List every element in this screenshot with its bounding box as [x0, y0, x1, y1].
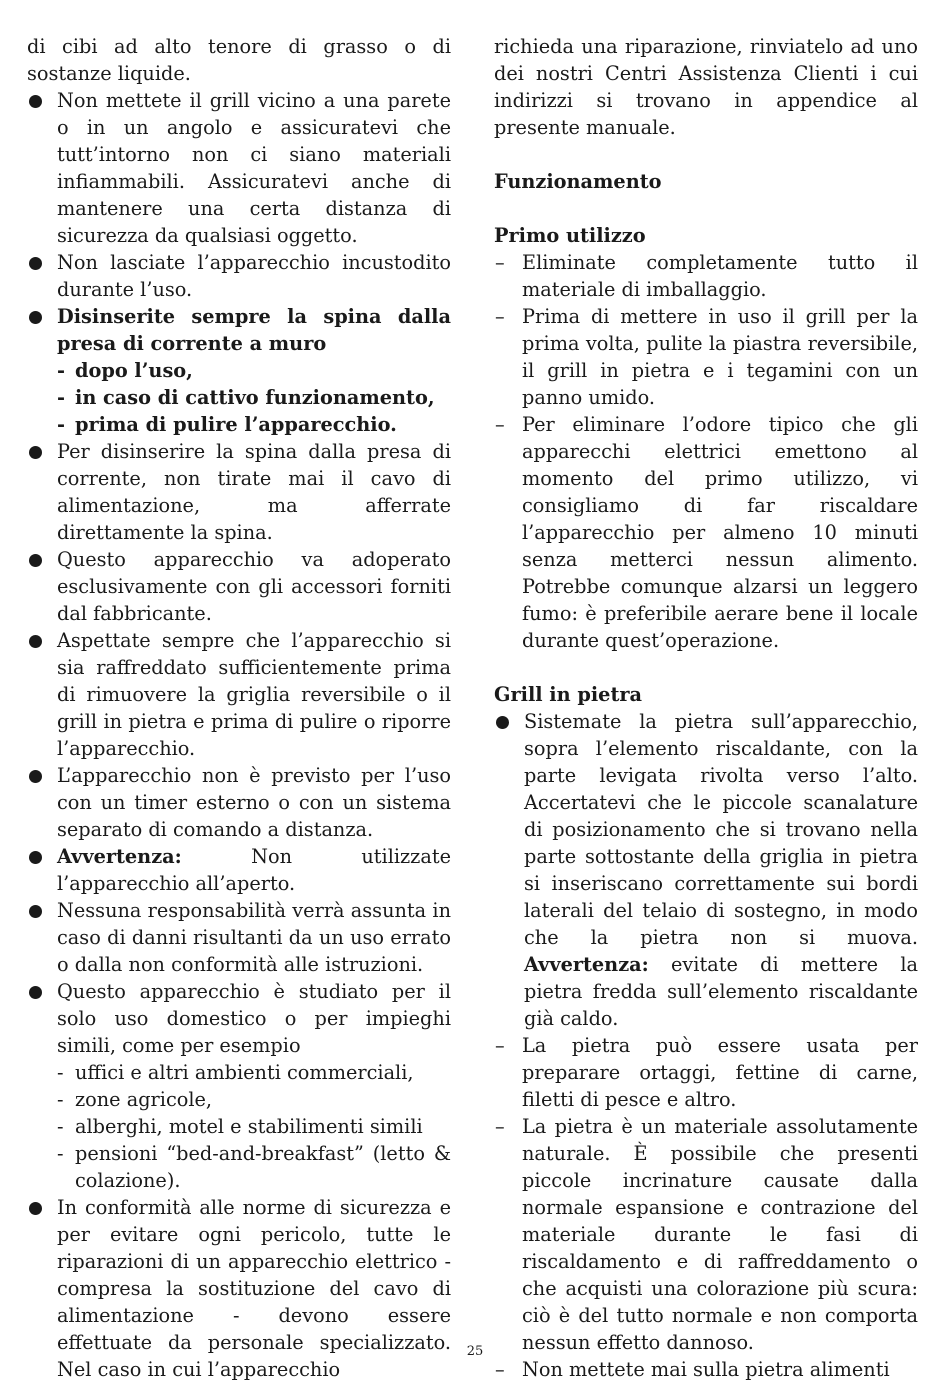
sub-list-item: - pensioni “bed-and-breakfast” (letto & colazione).	[57, 1142, 451, 1192]
dash-text: Non mettete mai sulla pietra alimenti	[522, 1358, 890, 1381]
bullet-item	[27, 762, 451, 843]
subsection-heading: Primo utilizzo	[494, 224, 646, 247]
bullet-dot-icon	[29, 986, 42, 999]
warning-label: Avvertenza:	[57, 845, 182, 868]
continued-text: di cibi ad alto tenore di grasso o di sostanze liquide.	[27, 35, 451, 85]
sub-list-text: dopo l’uso,	[75, 359, 193, 382]
bullet-dot-icon	[29, 257, 42, 270]
dash-item: – Prima di mettere in uso il grill per la prima volta, pulite la piastra reversibile, il grill in pietra e i tegamini con un panno umido.	[495, 305, 918, 409]
sub-list-text: uffici e altri ambienti commerciali,	[75, 1061, 414, 1084]
bullet-item	[494, 708, 918, 1032]
bullet-text: Per disinserire la spina dalla presa di corrente, non tirate mai il cavo di alimentazione, ma afferrate direttamente la spina.	[57, 440, 451, 544]
sub-list-item: - in caso di cattivo funzionamento,	[57, 386, 435, 409]
bullet-text: Nessuna responsabilità verrà assunta in caso di danni risultanti da un uso errato o dalla non conformità alle istruzioni.	[57, 899, 451, 976]
bullet-text: Questo apparecchio è studiato per il solo uso domestico o per impieghi simili, come per esempio	[57, 980, 451, 1057]
dash-item: – La pietra può essere usata per preparare ortaggi, fettine di carne, filetti di pesce e altro.	[495, 1034, 918, 1111]
bullet-item	[27, 438, 451, 546]
sub-list-text: alberghi, motel e stabilimenti simili	[75, 1115, 423, 1138]
sub-list-item: - alberghi, motel e stabilimenti simili	[57, 1115, 423, 1138]
bullet-item	[27, 843, 451, 897]
subsection-heading: Grill in pietra	[494, 683, 642, 706]
bullet-text: Disinserite sempre la spina dalla presa di corrente a muro	[57, 305, 451, 355]
bullet-dot-icon	[29, 311, 42, 324]
bullet-dot-icon	[29, 95, 42, 108]
bullet-dot-icon	[29, 770, 42, 783]
bullet-dot-icon	[29, 635, 42, 648]
bullet-dot-icon	[29, 905, 42, 918]
bullet-dot-icon	[29, 554, 42, 567]
bullet-item	[27, 303, 451, 357]
bullet-item	[27, 87, 451, 249]
dash-text: La pietra è un materiale assolutamente naturale. È possibile che presenti piccole incrinature causate dalla normale espansione e contrazione del materiale durante le fasi di riscaldamento e di raffreddamento o che acquisti una colorazione più scura: ciò è del tutto normale e non comporta nessun effetto dannoso.	[522, 1115, 918, 1354]
bullet-item	[27, 627, 451, 762]
page-number: 25	[466, 1344, 484, 1359]
dash-item: – Eliminate completamente tutto il materiale di imballaggio.	[495, 251, 918, 301]
dash-text: Prima di mettere in uso il grill per la prima volta, pulite la piastra reversibile, il grill in pietra e i tegamini con un panno umido.	[522, 305, 918, 409]
sub-list-text: zone agricole,	[75, 1088, 213, 1111]
section-heading: Funzionamento	[494, 170, 662, 193]
bullet-item	[27, 978, 451, 1059]
sub-list-item: - prima di pulire l’apparecchio.	[57, 413, 397, 436]
bullet-text: Non lasciate l’apparecchio incustodito durante l’uso.	[57, 251, 451, 301]
sub-list-item: - uffici e altri ambienti commerciali,	[57, 1061, 414, 1084]
sub-list-text: prima di pulire l’apparecchio.	[75, 413, 397, 436]
bullet-dot-icon	[29, 446, 42, 459]
warning-label: Avvertenza:	[524, 953, 649, 976]
dash-text: Per eliminare l’odore tipico che gli apparecchi elettrici emettono al momento del primo utilizzo, vi consigliamo di far riscaldare l’apparecchio per almeno 10 minuti senza metterci nessun alimento. Potrebbe comunque alzarsi un leggero fumo: è preferibile aerare bene il locale durante quest’operazione.	[522, 413, 918, 652]
bullet-text: Aspettate sempre che l’apparecchio si sia raffreddato sufficientemente prima di rimuovere la griglia reversibile o il grill in pietra e prima di pulire o riporre l’apparecchio.	[57, 629, 451, 760]
dash-item: – La pietra è un materiale assolutamente naturale. È possibile che presenti piccole incrinature causate dalla normale espansione e contrazione del materiale durante le fasi di riscaldamento e di raffreddamento o che acquisti una colorazione più scura: ciò è del tutto normale e non comporta nessun effetto dannoso.	[495, 1115, 918, 1354]
bullet-text: Non utilizzate l’apparecchio all’aperto.	[57, 845, 451, 895]
right-column	[494, 33, 918, 1383]
dash-text: Eliminate completamente tutto il materiale di imballaggio.	[522, 251, 918, 301]
bullet-item	[27, 249, 451, 303]
sub-list-item: - zone agricole,	[57, 1088, 213, 1111]
dash-item: – Per eliminare l’odore tipico che gli apparecchi elettrici emettono al momento del primo utilizzo, vi consigliamo di far riscaldare l’apparecchio per almeno 10 minuti senza metterci nessun alimento. Potrebbe comunque alzarsi un leggero fumo: è preferibile aerare bene il locale durante quest’operazione.	[495, 413, 918, 652]
bullet-text: Questo apparecchio va adoperato esclusivamente con gli accessori forniti dal fabbricante.	[57, 548, 451, 625]
bullet-dot-icon	[496, 716, 509, 729]
bullet-text: L’apparecchio non è previsto per l’uso con un timer esterno o con un sistema separato di comando a distanza.	[57, 764, 451, 841]
bullet-dot-icon	[29, 851, 42, 864]
bullet-item	[27, 546, 451, 627]
continued-text: richieda una riparazione, rinviatelo ad uno dei nostri Centri Assistenza Clienti i cui indirizzi si trovano in appendice al presente manuale.	[494, 35, 918, 139]
bullet-dot-icon	[29, 1202, 42, 1215]
dash-item: – Non mettete mai sulla pietra alimenti	[495, 1358, 890, 1381]
bullet-text: Non mettete il grill vicino a una parete o in un angolo e assicuratevi che tutt’intorno non ci siano materiali infiammabili. Assicuratevi anche di mantenere una certa distanza di sicurezza da qualsiasi oggetto.	[57, 89, 451, 247]
bullet-item	[27, 897, 451, 978]
bullet-text: In conformità alle norme di sicurezza e per evitare ogni pericolo, tutte le riparazioni di un apparecchio elettrico - compresa la sostituzione del cavo di alimentazione - devono essere effettuate da personale specializzato. Nel caso in cui l’apparecchio	[57, 1196, 451, 1381]
left-column	[27, 33, 451, 1383]
bullet-text: Sistemate la pietra sull’apparecchio, sopra l’elemento riscaldante, con la parte levigata rivolta verso l’alto. Accertatevi che le piccole scanalature di posizionamento che si trovano nella parte sottostante della griglia in pietra si inseriscano correttamente sui bordi laterali del telaio di sostegno, in modo che la pietra non si muova.	[524, 710, 918, 949]
bullet-text: evitate di mettere la pietra fredda sull’elemento riscaldante già caldo.	[524, 953, 918, 1030]
dash-text: La pietra può essere usata per preparare ortaggi, fettine di carne, filetti di pesce e altro.	[522, 1034, 918, 1111]
sub-list-text: in caso di cattivo funzionamento,	[75, 386, 435, 409]
sub-list-item: - dopo l’uso,	[57, 359, 193, 382]
sub-list-text: pensioni “bed-and-breakfast” (letto & colazione).	[75, 1142, 451, 1192]
